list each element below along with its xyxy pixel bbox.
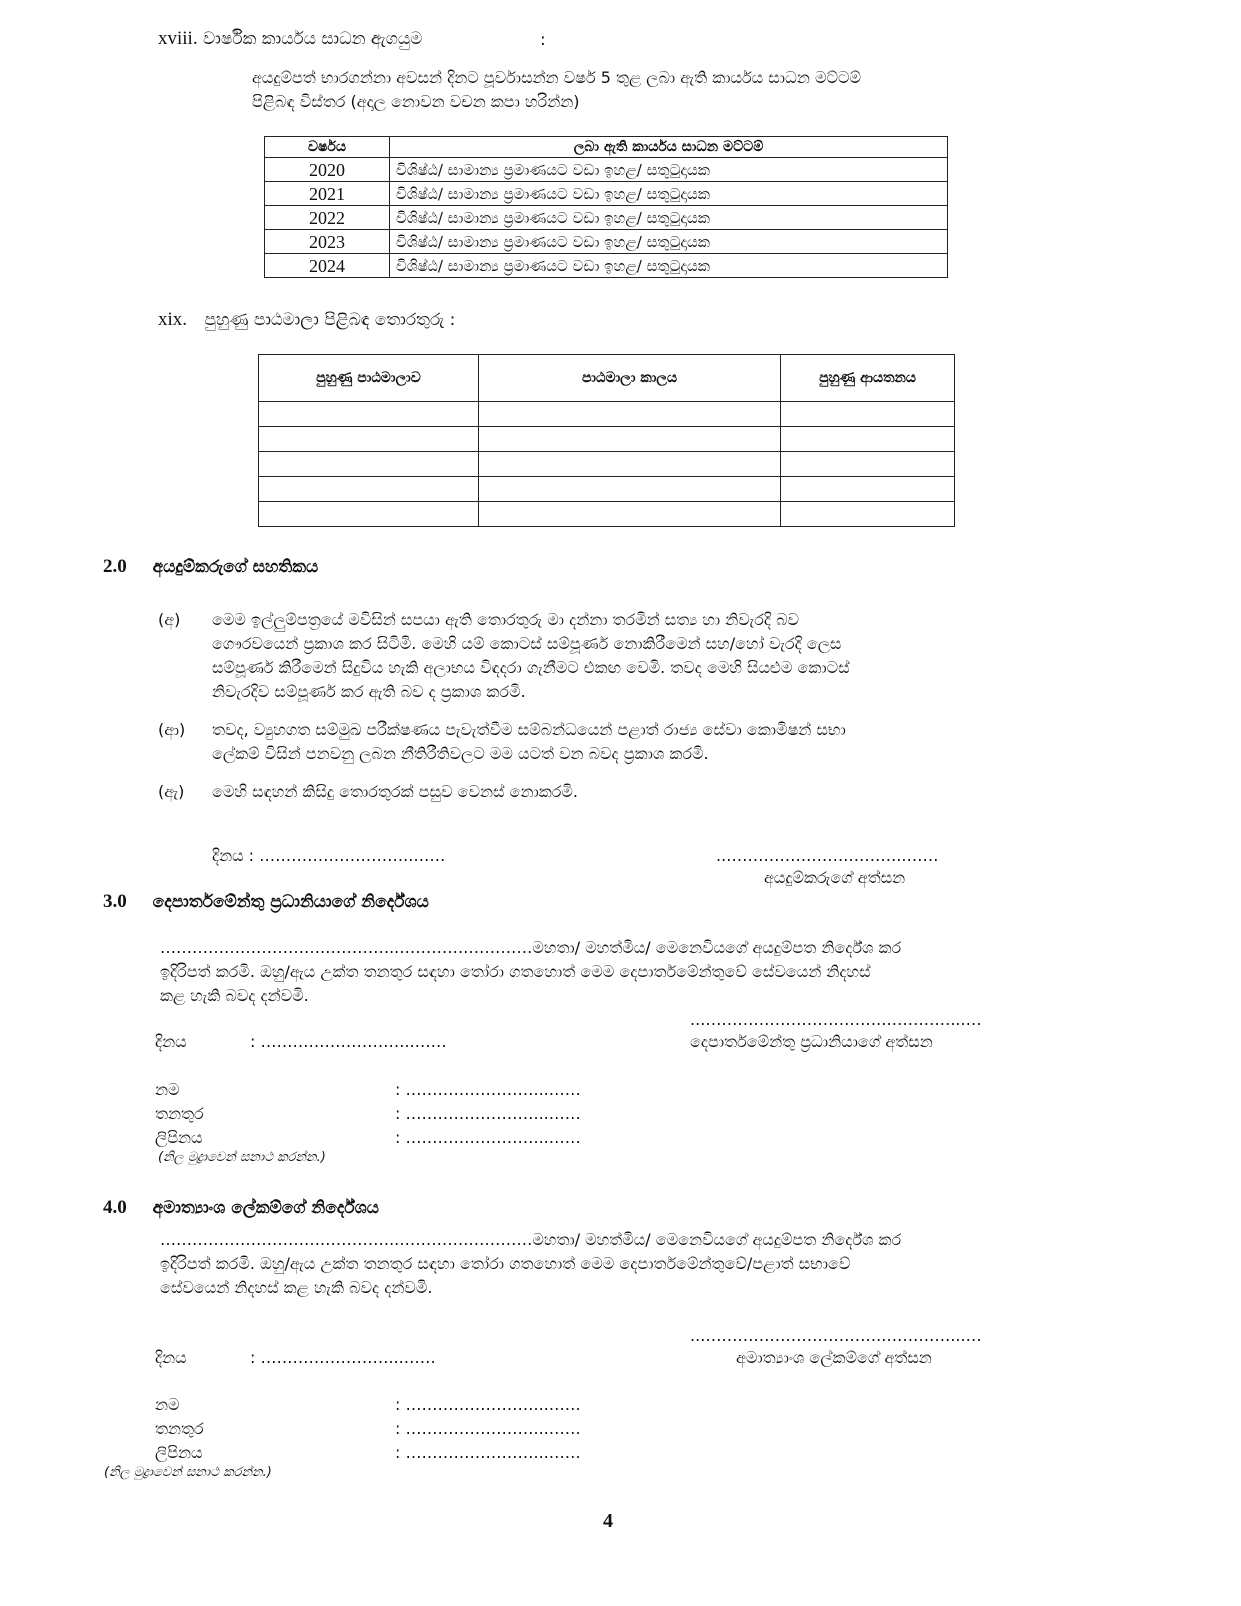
section-2-number: 2.0 — [103, 556, 127, 577]
level-cell: විශිෂ්ඨ/ සාමාන්‍ය ප්‍රමාණයට වඩා ඉහළ/ සතුටුදායක — [390, 158, 948, 182]
dept-date-label: දිනය — [155, 1032, 187, 1051]
table-row — [259, 427, 955, 452]
secretary-date-field[interactable]: : ……………………...…… — [250, 1348, 436, 1367]
empty-cell[interactable] — [781, 452, 955, 477]
section-3-heading — [103, 890, 429, 914]
item-line: මෙම ඉල්ලුම්පත්‍රයේ මවිසින් සපයා ඇති තොරතුරු මා දන්නා තරමින් සත්‍ය හා නිවැරදි බව — [212, 610, 800, 629]
description-line: පිළිබඳ විස්තර (අදාල නොවන වචන කපා හරින්න) — [252, 92, 580, 111]
certification-item — [212, 718, 1108, 766]
designation-field[interactable]: : ……………………...…… — [395, 1419, 581, 1438]
level-cell: විශිෂ්ඨ/ සාමාන්‍ය ප්‍රමාණයට වඩා ඉහළ/ සතුටුදායක — [390, 254, 948, 278]
table-row — [265, 182, 948, 206]
name-label: නම — [155, 1395, 180, 1414]
item-line: ගෞරවයෙන් ප්‍රකාශ කර සිටිමි. මෙහි යම් කොටස් සම්පූර්ණ නොකිරීමෙන් සහ/හෝ වැරදි ලෙස — [212, 634, 842, 653]
item-label: (අ) — [158, 610, 181, 629]
level-cell: විශිෂ්ඨ/ සාමාන්‍ය ප්‍රමාණයට වඩා ඉහළ/ සතුටුදායක — [390, 230, 948, 254]
table-header-row — [259, 355, 955, 402]
name-field[interactable]: : ……………………...…… — [395, 1395, 581, 1414]
body-line: ඉදිරිපත් කරමි. ඔහු/ඇය උක්ත තනතුර සඳහා තෝරා ගතහොත් මෙම දෙපාර්තමේන්තුවේ/පළාත් සභාවේ — [160, 1254, 851, 1273]
table-row — [259, 452, 955, 477]
address-field[interactable]: : ……………………...…… — [395, 1443, 581, 1462]
empty-cell[interactable] — [479, 402, 781, 427]
empty-cell[interactable] — [781, 477, 955, 502]
section-xviii-heading — [158, 27, 422, 51]
section-xix-heading — [158, 308, 455, 332]
section-4-title: අමාත්‍යාංශ ලේකම්ගේ නිර්දේශය — [152, 1198, 379, 1218]
table-row — [259, 402, 955, 427]
dept-date-field[interactable]: : ………………………..…… — [250, 1032, 447, 1051]
empty-cell[interactable] — [479, 452, 781, 477]
name-label: නම — [155, 1080, 180, 1099]
table-row — [265, 230, 948, 254]
address-label: ලිපිනය — [155, 1128, 203, 1147]
description-line: අයදුම්පත් භාරගන්නා අවසන් දිනට පූර්වාසන්න වර්ෂ 5 තුළ ලබා ඇති කාර්යය සාධන මට්ටම් — [252, 68, 861, 87]
table-row — [265, 206, 948, 230]
year-cell: 2021 — [265, 182, 390, 206]
col-header-course: පුහුණු පාඨමාලාව — [259, 355, 479, 402]
official-seal-note: (නිල මුද්‍රාවෙන් සනාථ කරන්න.) — [158, 1150, 326, 1165]
table-header-row — [265, 137, 948, 158]
empty-cell[interactable] — [479, 427, 781, 452]
section-4-number: 4.0 — [103, 1197, 127, 1218]
col-header-institute: පුහුණු ආයතනය — [781, 355, 955, 402]
level-cell: විශිෂ්ඨ/ සාමාන්‍ය ප්‍රමාණයට වඩා ඉහළ/ සතුටුදායක — [390, 182, 948, 206]
certification-item — [212, 608, 1108, 704]
applicant-date-field[interactable]: දිනය : ………………………..…… — [212, 846, 446, 865]
table-row — [259, 477, 955, 502]
body-line: ඉදිරිපත් කරමි. ඔහු/ඇය උක්ත තනතුර සඳහා තෝරා ගතහොත් මෙම දෙපාර්තමේන්තුවේ සේවයෙන් නිදහස් — [160, 962, 871, 981]
body-line: කළ හැකි බවද දන්වමි. — [160, 986, 309, 1005]
section-xviii-title: වාර්ෂික කාර්යය සාධන ඇගයුම — [203, 29, 423, 49]
empty-cell[interactable] — [479, 477, 781, 502]
address-label: ලිපිනය — [155, 1443, 203, 1462]
section-3-number: 3.0 — [103, 891, 127, 912]
designation-label: තනතුර — [155, 1419, 204, 1438]
body-line: සේවයෙන් නිදහස් කළ හැකි බවද දන්වමි. — [160, 1278, 433, 1297]
year-cell: 2024 — [265, 254, 390, 278]
item-line: ලේකම් විසින් පනවනු ලබන නීතිරීතිවලට මම යටත් වන බවද ප්‍රකාශ කරමි. — [212, 744, 709, 763]
applicant-signature-label: අයදුම්කරුගේ අත්සන — [764, 868, 906, 887]
empty-cell[interactable] — [259, 477, 479, 502]
col-header-duration: පාඨමාලා කාලය — [479, 355, 781, 402]
empty-cell[interactable] — [259, 427, 479, 452]
section-3-body — [160, 936, 1108, 1008]
level-cell: විශිෂ්ඨ/ සාමාන්‍ය ප්‍රමාණයට වඩා ඉහළ/ සතුටුදායක — [390, 206, 948, 230]
empty-cell[interactable] — [259, 452, 479, 477]
official-seal-note: (නිල මුද්‍රාවෙන් සනාථ කරන්න.) — [104, 1465, 272, 1480]
empty-cell[interactable] — [479, 502, 781, 527]
designation-label: තනතුර — [155, 1104, 204, 1123]
section-xviii-colon: : — [540, 30, 546, 50]
secretary-date-label: දිනය — [155, 1348, 187, 1367]
section-xix-number: xix. — [158, 309, 188, 330]
name-field[interactable]: : ……………………...…… — [395, 1080, 581, 1099]
section-2-heading — [103, 555, 318, 579]
year-cell: 2023 — [265, 230, 390, 254]
empty-cell[interactable] — [781, 502, 955, 527]
section-xviii-description — [252, 66, 1082, 114]
item-line: සම්පූර්ණ කිරීමෙන් සිදුවිය හැකි අලාභය විඳදරා ගැනීමට එකඟ වෙමි. තවද මෙහි සියළුම කොටස් — [212, 658, 850, 677]
year-cell: 2020 — [265, 158, 390, 182]
address-field[interactable]: : ……………………...…… — [395, 1128, 581, 1147]
section-xviii-number: xviii. — [158, 28, 198, 49]
dept-head-signature-label: දෙපාර්තමේන්තු ප්‍රධානියාගේ අත්සන — [690, 1032, 933, 1051]
table-row — [259, 502, 955, 527]
item-label: (ආ) — [158, 720, 186, 739]
designation-field[interactable]: : ……………………...…… — [395, 1104, 581, 1123]
section-2-title: අයදුම්කරුගේ සහතිකය — [152, 557, 319, 577]
table-row — [265, 254, 948, 278]
item-label: (ඇ) — [158, 782, 185, 801]
body-line: ………………………….…………..………….…………මහතා/ මහත්මිය/ මෙනෙවියගේ අයදුම්පත නිර්දේශ කර — [160, 938, 902, 957]
empty-cell[interactable] — [781, 427, 955, 452]
col-header-level: ලබා ඇති කාර්යය සාධන මට්ටම් — [390, 137, 948, 158]
applicant-signature-line[interactable]: ..…………….…….………..…… — [716, 846, 939, 865]
table-row — [265, 158, 948, 182]
training-table — [258, 354, 955, 527]
secretary-signature-line[interactable]: ..……………………………..…………...… — [690, 1326, 982, 1345]
page-number: 4 — [603, 1510, 613, 1532]
empty-cell[interactable] — [259, 402, 479, 427]
performance-table — [264, 136, 948, 278]
item-line: නිවැරදිව සම්පූර්ණ කර ඇති බව ද ප්‍රකාශ කරමි. — [212, 682, 526, 701]
secretary-signature-label: අමාත්‍යාංශ ලේකම්ගේ අත්සන — [736, 1348, 932, 1367]
empty-cell[interactable] — [259, 502, 479, 527]
year-cell: 2022 — [265, 206, 390, 230]
empty-cell[interactable] — [781, 402, 955, 427]
section-xix-title: පුහුණු පාඨමාලා පිළිබඳ තොරතුරු : — [204, 310, 456, 330]
section-4-heading — [103, 1196, 379, 1220]
col-header-year: වර්ෂය — [265, 137, 390, 158]
section-4-body — [160, 1228, 1108, 1300]
dept-head-signature-line[interactable]: ..……………………………..…………...… — [690, 1010, 982, 1029]
certification-item: මෙහි සඳහන් කිසිදු තොරතුරක් පසුව වෙනස් නොකරමි. — [212, 782, 578, 801]
body-line: ………………………….…………..………….…………මහතා/ මහත්මිය/ මෙනෙවියගේ අයදුම්පත නිර්දේශ කර — [160, 1230, 902, 1249]
item-line: තවද, ව්‍යුහගත සම්මුඛ පරීක්ෂණය පැවැත්වීම සම්බන්ධයෙන් පළාත් රාජ්‍ය සේවා කොමිෂන් සභා — [212, 720, 846, 739]
section-3-title: දෙපාර්තමේන්තු ප්‍රධානියාගේ නිර්දේශය — [152, 892, 429, 912]
